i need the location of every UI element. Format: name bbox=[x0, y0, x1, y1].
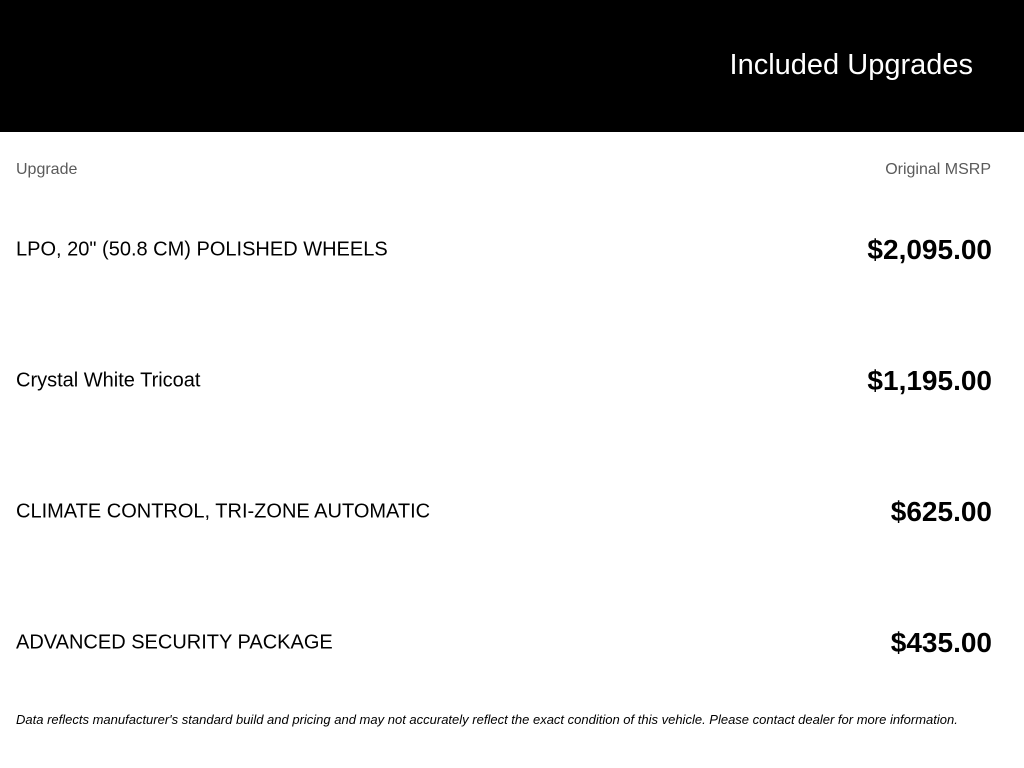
page-title: Included Upgrades bbox=[729, 49, 973, 81]
page-header bbox=[0, 0, 1024, 132]
upgrade-row bbox=[16, 492, 992, 532]
upgrade-name: Crystal White Tricoat bbox=[16, 369, 201, 392]
upgrade-price: $2,095.00 bbox=[867, 234, 992, 265]
column-header-original-msrp: Original MSRP bbox=[885, 161, 991, 178]
upgrade-row bbox=[16, 230, 992, 270]
disclaimer-text: Data reflects manufacturer's standard build and pricing and may not accurately reflect the exact condition of this vehicle. Please contact dealer for more information. bbox=[16, 712, 958, 727]
upgrade-row bbox=[16, 361, 992, 401]
column-header-upgrade: Upgrade bbox=[16, 161, 78, 178]
upgrade-row bbox=[16, 623, 992, 663]
upgrade-price: $1,195.00 bbox=[867, 365, 992, 396]
upgrade-name: CLIMATE CONTROL, TRI-ZONE AUTOMATIC bbox=[16, 500, 431, 523]
upgrade-price: $625.00 bbox=[890, 496, 992, 527]
upgrade-name: LPO, 20" (50.8 CM) POLISHED WHEELS bbox=[16, 238, 388, 261]
upgrade-name: ADVANCED SECURITY PACKAGE bbox=[16, 631, 333, 654]
upgrade-price: $435.00 bbox=[890, 627, 992, 658]
